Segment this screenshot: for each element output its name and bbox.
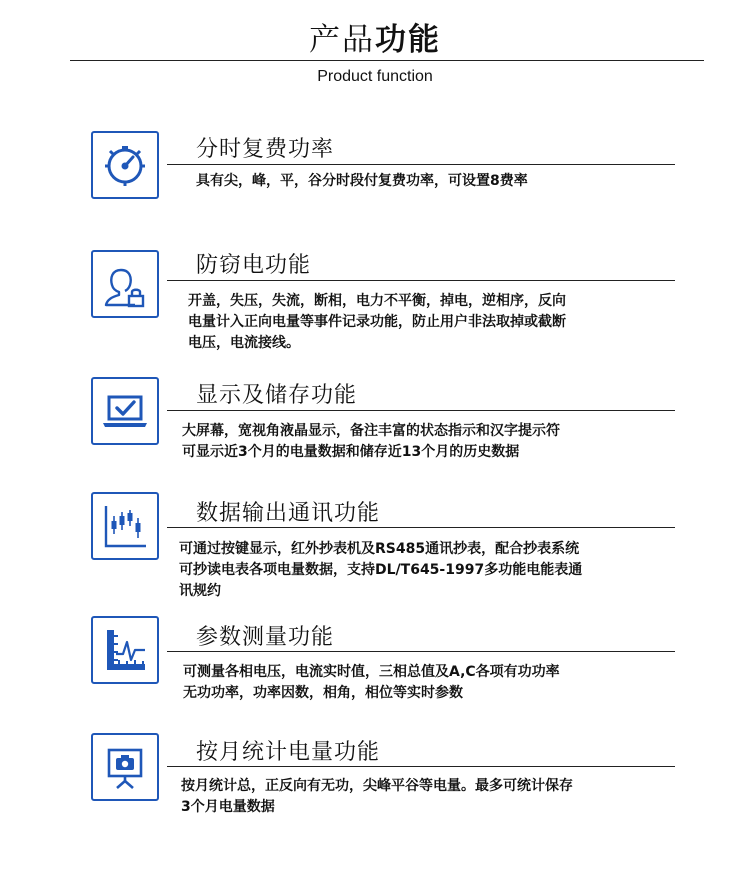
feature-title: 参数测量功能 [196, 625, 335, 650]
feature-description [188, 291, 566, 354]
presentation-camera-icon [99, 741, 151, 793]
feature-icon-box [91, 131, 159, 199]
feature-title: 分时复费功率 [196, 137, 335, 162]
feature-title: 按月统计电量功能 [196, 740, 381, 765]
feature-divider [167, 527, 675, 528]
feature-title: 显示及储存功能 [196, 383, 358, 408]
feature-description-line: 电量计入正向电量等事件记录功能，防止用户非法取掉或截断 [188, 314, 566, 330]
feature-icon-box [91, 250, 159, 318]
feature-description-line: 电压，电流接线。 [188, 335, 300, 351]
feature-description-line: 可通过按键显示，红外抄表机及RS485通讯抄表，配合抄表系统 [179, 541, 580, 557]
measurement-ruler-icon [99, 624, 151, 676]
header-divider [70, 60, 704, 61]
user-lock-icon [99, 258, 151, 310]
page-subtitle: Product function [317, 68, 433, 85]
feature-divider [167, 280, 675, 281]
feature-description-line: 无功功率，功率因数，相角，相位等实时参数 [183, 685, 463, 701]
feature-description-line: 具有尖，峰，平，谷分时段付复费功率，可设置8费率 [196, 173, 528, 189]
feature-description [182, 421, 560, 463]
feature-description [179, 539, 582, 602]
feature-description-line: 大屏幕，宽视角液晶显示，备注丰富的状态指示和汉字提示符 [182, 423, 560, 439]
candlestick-chart-icon [99, 500, 151, 552]
feature-title: 防窃电功能 [196, 253, 312, 278]
feature-description [196, 171, 528, 192]
feature-description-line: 可抄读电表各项电量数据，支持DL/T645-1997多功能电能表通 [179, 562, 583, 578]
feature-icon-box [91, 377, 159, 445]
feature-description-line: 可显示近3个月的电量数据和储存近13个月的历史数据 [182, 444, 520, 460]
page-title-bold: 功能 [375, 22, 441, 58]
feature-description [181, 776, 573, 818]
feature-description-line: 按月统计总，正反向有无功，尖峰平谷等电量。最多可统计保存 [181, 778, 573, 794]
feature-divider [167, 766, 675, 767]
feature-description-line: 讯规约 [179, 583, 221, 599]
feature-divider [167, 410, 675, 411]
speedometer-icon [99, 139, 151, 191]
feature-description-line: 3个月电量数据 [181, 799, 275, 815]
page-title-light: 产品 [309, 22, 375, 58]
feature-description-line: 开盖，失压，失流，断相，电力不平衡，掉电，逆相序，反向 [188, 293, 566, 309]
feature-divider [167, 651, 675, 652]
feature-icon-box [91, 733, 159, 801]
feature-description-line: 可测量各相电压，电流实时值，三相总值及A,C各项有功功率 [183, 664, 560, 680]
laptop-check-icon [99, 385, 151, 437]
feature-divider [167, 164, 675, 165]
feature-title: 数据输出通讯功能 [196, 501, 381, 526]
page-title [0, 14, 750, 59]
feature-icon-box [91, 616, 159, 684]
feature-icon-box [91, 492, 159, 560]
feature-description [183, 662, 560, 704]
